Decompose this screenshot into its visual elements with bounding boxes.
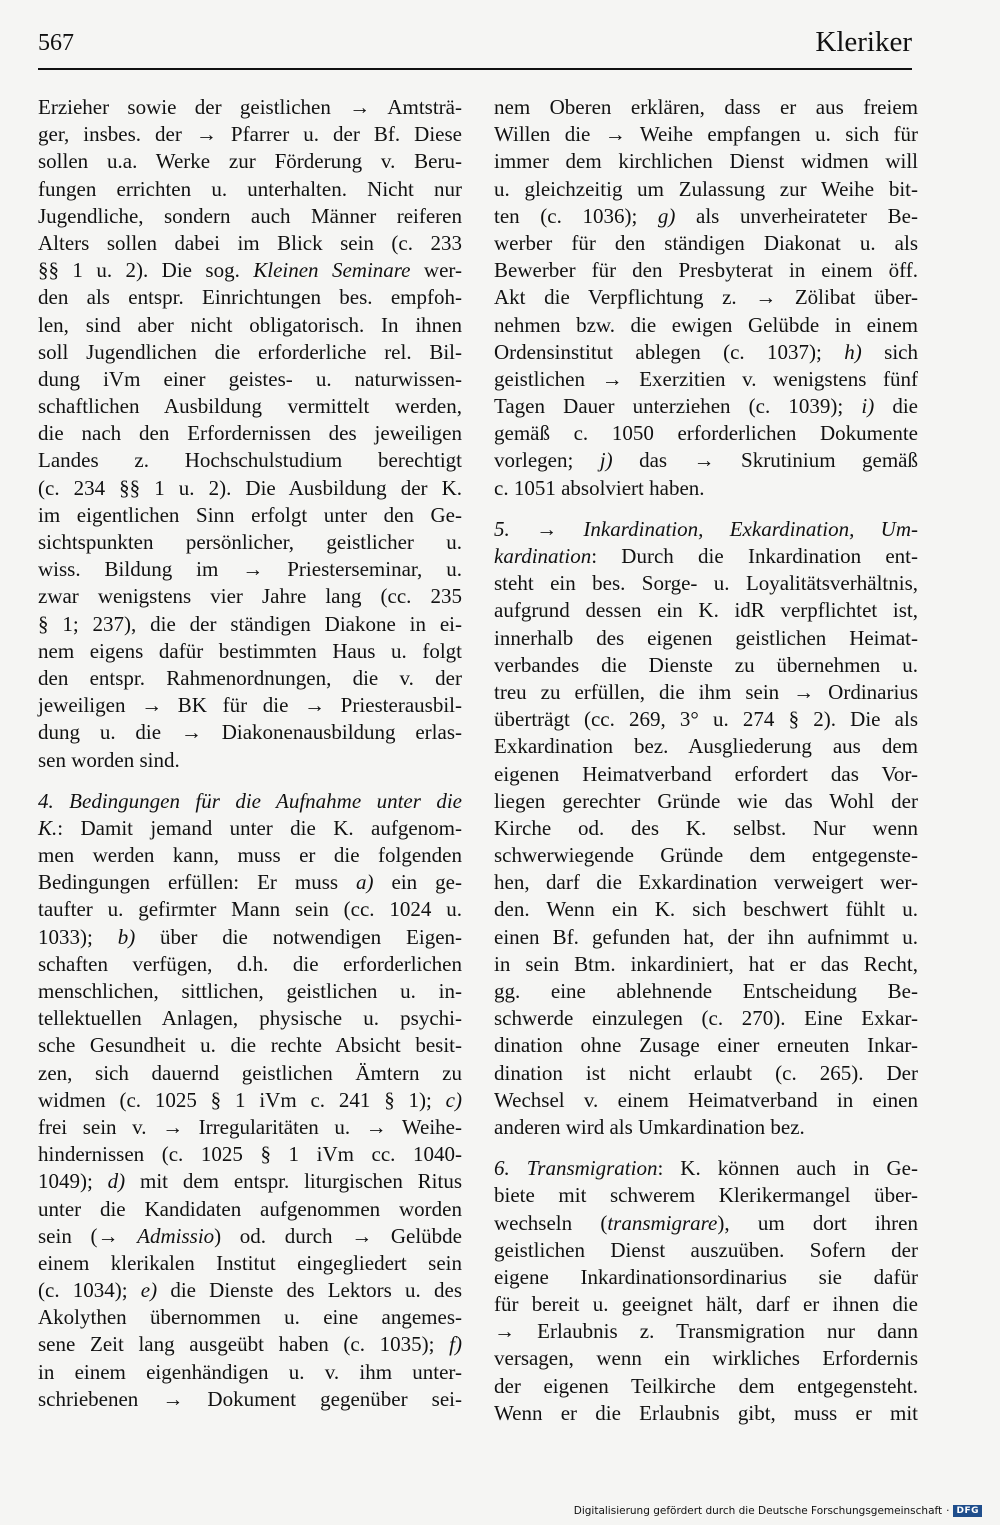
text-line: Kirche od. des K. selbst. Nur wenn [494, 815, 918, 840]
text-line: hen, darf die Exkardination verweigert wer- [494, 870, 918, 895]
text-line: menschlichen, sittlichen, geistlichen u. in- [38, 979, 462, 1003]
left-text-column [38, 94, 462, 1413]
text-line: die nach den Erfordernissen des jeweiligen [38, 421, 462, 446]
text-line: soll Jugendlichen die erforderliche rel. Bil- [38, 339, 462, 364]
text-line: überträgt (cc. 269, 3° u. 274 § 2). Die als [494, 707, 918, 732]
text-line: sen worden sind. [38, 747, 180, 772]
text-line: eigene Inkardinationsordinarius sie dafür [494, 1264, 918, 1289]
text-line: hindernissen (c. 1025 § 1 iVm cc. 1040- [38, 1142, 462, 1167]
text-line: sene Zeit lang ausgeübt haben (c. 1035); f) [38, 1332, 462, 1357]
text-line: biete mit schwerem Klerikermangel über- [494, 1183, 918, 1208]
text-line: Akolythen übernommen u. eine angemes- [38, 1305, 462, 1330]
text-line: den. Wenn ein K. sich beschwert fühlt u. [494, 897, 918, 922]
text-line: in einem eigenhändigen u. v. ihm unter- [38, 1359, 462, 1384]
text-line: Jugendliche, sondern auch Männer reiferen [38, 203, 462, 228]
text-line: Bedingungen erfüllen: Er muss a) ein ge- [38, 870, 462, 895]
text-line: jeweiligen → BK für die → Priesterausbil- [38, 693, 462, 718]
text-line: Wechsel v. einem Heimatverband in einen [494, 1087, 918, 1112]
text-line: Willen die → Weihe empfangen u. sich für [494, 122, 918, 147]
text-line: len, sind aber nicht obligatorisch. In ihnen [38, 312, 462, 337]
text-line: schaftlichen Ausbildung vermittelt werden, [38, 394, 462, 419]
paragraph-gap [38, 774, 462, 788]
dfg-logo: DFG [953, 1505, 982, 1517]
paragraph-gap [494, 502, 918, 516]
text-line: geistlichen → Exerzitien v. wenigstens fünf [494, 366, 918, 391]
text-line: schaften verfügen, d.h. die erforderlichen [38, 951, 462, 976]
text-line: 5. → Inkardination, Exkardination, Um- [494, 516, 918, 541]
right-text-column [494, 94, 918, 1427]
text-line: dination ist nicht erlaubt (c. 265). Der [494, 1060, 918, 1085]
paragraph-gap [494, 1141, 918, 1155]
text-line: einen Bf. gefunden hat, der ihn aufnimmt u. [494, 924, 918, 949]
page-footer [574, 1505, 982, 1517]
footer-credit: Digitalisierung gefördert durch die Deutsche Forschungsgemeinschaft [573, 1505, 943, 1517]
text-line: kardination: Durch die Inkardination ent- [494, 544, 918, 568]
text-line: anderen wird als Umkardination bez. [494, 1114, 805, 1139]
text-line: c. 1051 absolviert haben. [494, 475, 705, 500]
text-line: Wenn er die Erlaubnis gibt, muss er mit [494, 1400, 918, 1425]
text-line: vorlegen; j) das → Skrutinium gemäß [494, 448, 918, 473]
text-line: ger, insbes. der → Pfarrer u. der Bf. Diese [38, 122, 462, 147]
text-line: für bereit u. geeignet hält, darf er ihnen die [494, 1292, 918, 1317]
text-line: Alters sollen dabei im Blick sein (c. 233 [38, 230, 462, 255]
text-line: aufgrund dessen ein K. idR verpflichtet ist, [494, 598, 918, 623]
text-line: dung u. die → Diakonenausbildung erlas- [38, 720, 462, 745]
text-line: innerhalb des eigenen geistlichen Heimat- [494, 625, 918, 650]
text-line: versagen, wenn ein wirkliches Erfordernis [494, 1346, 918, 1371]
running-head: Kleriker [815, 26, 912, 58]
text-line: men werden kann, muss er die folgenden [38, 843, 462, 868]
page-number: 567 [38, 30, 74, 56]
text-line: Landes z. Hochschulstudium berechtigt [38, 448, 462, 473]
text-line: schwerde einzulegen (c. 270). Eine Exkar- [494, 1006, 918, 1031]
text-line: 1049); d) mit dem entspr. liturgischen Ritus [38, 1169, 463, 1194]
text-line: tellektuellen Anlagen, physische u. psychi- [38, 1006, 462, 1031]
text-line: Akt die Verpflichtung z. → Zölibat über- [494, 285, 918, 310]
text-line: dung iVm einer geistes- u. naturwissen- [38, 366, 462, 391]
text-line: den als entspr. Einrichtungen bes. empfoh- [38, 285, 462, 310]
text-line: treu zu erfüllen, die ihm sein → Ordinarius [494, 679, 918, 704]
text-line: wechseln (transmigrare), um dort ihren [494, 1210, 918, 1235]
text-line: schwerwiegende Gründe dem entgegenste- [494, 843, 918, 868]
text-line: ten (c. 1036); g) als unverheirateter Be- [494, 203, 918, 228]
text-line: Bewerber für den Presbyterat in einem öff. [494, 258, 918, 283]
text-line: sollen u.a. Werke zur Förderung v. Beru- [38, 149, 462, 174]
text-line: steht ein bes. Sorge- u. Loyalitätsverhältnis, [494, 571, 918, 596]
text-line: zen, sich dauernd geistlichen Ämtern zu [38, 1060, 462, 1085]
text-line: (c. 1034); e) die Dienste des Lektors u. des [38, 1278, 462, 1303]
text-line: unter die Kandidaten aufgenommen worden [38, 1196, 462, 1221]
text-line: den entspr. Rahmenordnungen, die v. der [38, 665, 462, 690]
text-line: Ordensinstitut ablegen (c. 1037); h) sich [494, 339, 919, 364]
text-line: zwar wenigstens vier Jahre lang (cc. 235 [38, 584, 462, 609]
text-line: 6. Transmigration: K. können auch in Ge- [494, 1156, 918, 1181]
text-line: verbandes die Dienste zu übernehmen u. [494, 652, 918, 677]
text-line: taufter u. gefirmter Mann sein (cc. 1024 u. [38, 897, 462, 922]
text-line: frei sein v. → Irregularitäten u. → Weihe- [38, 1114, 462, 1139]
text-line: 4. Bedingungen für die Aufnahme unter die [38, 788, 462, 813]
text-line: geistlichen Dienst auszuüben. Sofern der [494, 1237, 918, 1262]
page-header [38, 26, 912, 70]
text-line: gemäß c. 1050 erforderlichen Dokumente [494, 421, 918, 446]
text-line: eigenen Heimatverband erfordert das Vor- [494, 761, 918, 786]
footer-separator: · [946, 1505, 950, 1517]
text-line: schriebenen → Dokument gegenüber sei- [38, 1386, 462, 1411]
text-line: immer dem kirchlichen Dienst widmen will [494, 149, 918, 174]
text-line: Erzieher sowie der geistlichen → Amtsträ- [38, 95, 462, 119]
text-line: nem eigens dafür bestimmten Haus u. folgt [38, 638, 462, 663]
text-line: in sein Btm. inkardiniert, hat er das Recht, [494, 951, 918, 976]
text-line: wiss. Bildung im → Priesterseminar, u. [38, 557, 462, 582]
text-line: liegen gerechter Gründe wie das Wohl der [494, 788, 918, 813]
text-line: im eigentlichen Sinn erfolgt unter den Ge- [38, 502, 462, 527]
text-line: fungen errichten u. unterhalten. Nicht nur [38, 176, 462, 201]
text-line: u. gleichzeitig um Zulassung zur Weihe bit- [494, 176, 918, 201]
text-line: sein (→ Admissio) od. durch → Gelübde [38, 1223, 462, 1248]
text-line: sche Gesundheit u. die rechte Absicht besit- [38, 1033, 462, 1058]
text-line: K.: Damit jemand unter die K. aufgenom- [38, 815, 462, 840]
text-line: gg. eine ablehnende Entscheidung Be- [494, 979, 918, 1003]
text-line: 1033); b) über die notwendigen Eigen- [38, 924, 463, 949]
text-line: widmen (c. 1025 § 1 iVm c. 241 § 1); c) [38, 1087, 462, 1112]
text-line: dination ohne Zusage einer erneuten Inkar- [494, 1033, 918, 1058]
text-line: → Erlaubnis z. Transmigration nur dann [494, 1319, 918, 1344]
text-line: §§ 1 u. 2). Die sog. Kleinen Seminare wer- [38, 258, 462, 283]
text-line: nehmen bzw. die ewigen Gelübde in einem [494, 312, 918, 337]
text-line: sichtspunkten persönlicher, geistlicher u. [38, 530, 462, 554]
text-line: werber für den ständigen Diakonat u. als [494, 230, 918, 255]
text-line: (c. 234 §§ 1 u. 2). Die Ausbildung der K. [38, 475, 462, 500]
text-line: Exkardination bez. Ausgliederung aus dem [494, 734, 918, 759]
text-line: der eigenen Teilkirche dem entgegensteht. [494, 1373, 918, 1398]
text-line: nem Oberen erklären, dass er aus freiem [494, 95, 918, 119]
text-line: einem klerikalen Institut eingegliedert sein [38, 1250, 462, 1275]
text-line: Tagen Dauer unterziehen (c. 1039); i) die [494, 394, 919, 419]
text-line: § 1; 237), die der ständigen Diakone in ei- [38, 611, 462, 636]
